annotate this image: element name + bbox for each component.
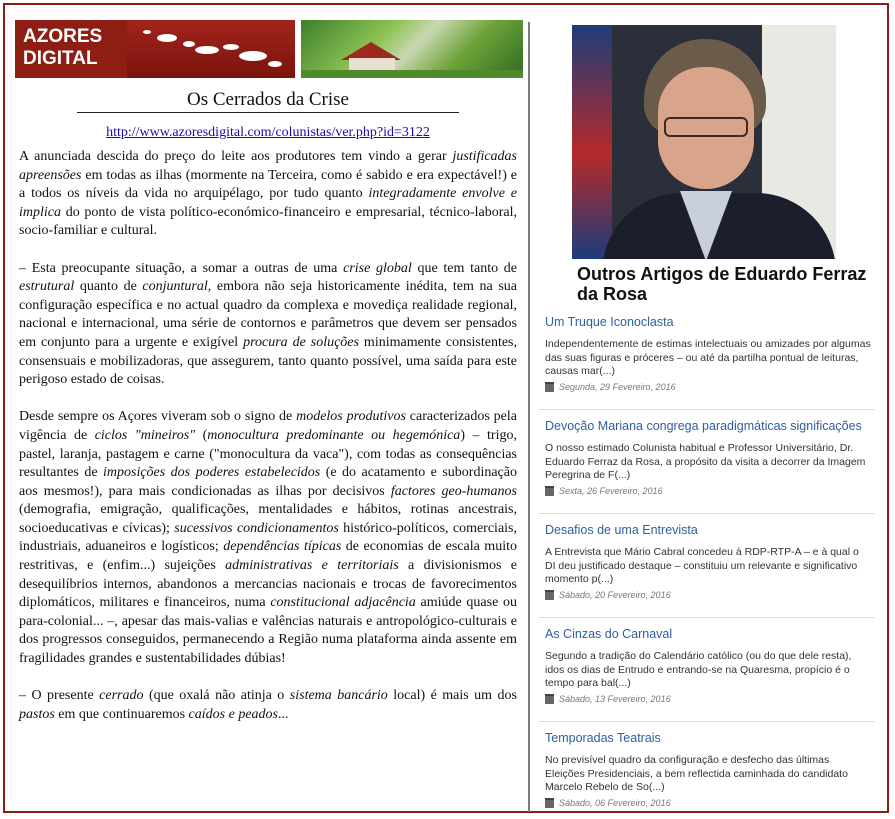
emphasis-text: sistema bancário — [289, 688, 388, 704]
paragraph-text: , embora não seja historicamente inédita, tem na sua configuração específica e no actual quadro da complexa e movediça realidade regional, nacional e internacional, uma série de contornos e parâmetros que devem ser pensados em conjunto para a urgente e exigível — [19, 279, 517, 350]
emphasis-text: imposições dos poderes estabelecidos — [103, 465, 321, 481]
related-article-item — [545, 627, 871, 704]
calendar-icon — [545, 590, 554, 600]
article-separator — [539, 409, 875, 410]
related-article-excerpt: Segundo a tradição do Calendário católico (ou do que dele resta), idos os dias de Entrudo e entrando-se na Quaresma, propício é o tempo para bal(...) — [545, 650, 852, 689]
paragraph-text: de economias de escala muito restritivas, e (enfim...) sujeições — [19, 539, 517, 574]
author-photo — [572, 25, 836, 259]
paragraph-text: em que continuaremos — [54, 706, 189, 722]
paragraph-text: local) é mais um dos — [387, 688, 517, 704]
calendar-icon — [545, 486, 554, 496]
emphasis-text: cerrado — [99, 688, 144, 704]
article-paragraph — [19, 687, 517, 724]
related-article-excerpt: No previsível quadro da configuração e desfecho das últimas Eleições Presidenciais, a bem reflectida caminhada do candidato Marcelo Rebelo de So(...) — [545, 754, 848, 793]
paragraph-text: a divisionismos e desequilíbrios internos, abandonos a mercancias nacionais e trocas de favorecimentos diplomáticos, militares e financeiros, numa — [19, 558, 517, 611]
article-separator — [539, 617, 875, 618]
paragraph-text: Desde sempre os Açores viveram sob o signo de — [19, 409, 297, 425]
related-article-title-link[interactable]: Temporadas Teatrais — [545, 731, 661, 745]
paragraph-text: – Esta preocupante situação, a somar a outras de uma — [19, 260, 344, 276]
emphasis-text: administrativas e territoriais — [225, 558, 399, 574]
logo-line-2: DIGITAL — [23, 48, 98, 69]
related-article-title-link[interactable]: Um Truque Iconoclasta — [545, 315, 674, 329]
related-article-date — [545, 798, 871, 808]
related-article-date — [545, 486, 871, 496]
site-banner — [15, 20, 523, 78]
related-article-date — [545, 590, 871, 600]
related-article-item — [545, 731, 871, 808]
landscape-photo — [301, 20, 523, 78]
paragraph-text: ( — [195, 427, 208, 443]
article-separator — [539, 513, 875, 514]
article-paragraph — [19, 148, 517, 241]
emphasis-text: sucessivos condicionamentos — [174, 520, 339, 536]
related-article-excerpt: O nosso estimado Colunista habitual e Professor Universitário, Dr. Eduardo Ferraz da Rosa, a propósito da visita a decorrer da Imagem Peregrina de F(...) — [545, 442, 866, 481]
emphasis-text: procura de soluções — [243, 334, 359, 350]
emphasis-text: constitucional adjacência — [270, 595, 416, 611]
paragraph-text: minimamente consistentes, consensuais e mobilizadoras, que assegurem, tanto quanto possível, uma saída para este perigoso estado de coisas. — [19, 334, 518, 388]
emphasis-text: pastos — [19, 706, 55, 722]
paragraph-text: – O presente — [19, 688, 100, 704]
logo-line-1: AZORES — [23, 26, 103, 47]
column-divider — [528, 22, 530, 812]
emphasis-text: crise global — [343, 260, 412, 276]
paragraph-text: ... — [277, 706, 289, 722]
azores-map-image — [127, 20, 295, 78]
emphasis-text: caídos e peados — [188, 706, 278, 722]
article-paragraph — [19, 408, 517, 668]
emphasis-text: dependências típicas — [223, 539, 342, 555]
article-column — [13, 15, 523, 810]
date-text: Sábado, 20 Fevereiro, 2016 — [559, 589, 671, 600]
calendar-icon — [545, 694, 554, 704]
article-paragraph — [19, 260, 517, 390]
related-article-excerpt: A Entrevista que Mário Cabral concedeu à RDP-RTP-A – e à qual o DI deu justificado destaque – constituiu um relevante e significativo momento p(...) — [545, 546, 859, 585]
date-text: Sábado, 13 Fevereiro, 2016 — [559, 693, 671, 704]
site-logo[interactable] — [15, 20, 127, 78]
paragraph-text: (demografia, emigração, qualificações, mentalidades e hábitos, rotinas ancestrais, socioeducativas e cívicas); — [19, 502, 517, 536]
related-article-title-link[interactable]: As Cinzas do Carnaval — [545, 627, 673, 641]
article-title: Os Cerrados da Crise — [187, 89, 349, 110]
emphasis-text: integradamente envolve e implica — [19, 186, 517, 220]
paragraph-text: (e do acatamento e subordinação aos mesmos!), para mais condicionadas as ilhas por decisivos — [19, 465, 517, 499]
sidebar — [539, 15, 883, 810]
paragraph-text: do ponto de vista político-económico-financeiro e empresarial, técnico-laboral, socio-familiar e cultural. — [19, 204, 517, 239]
paragraph-text: histórico-políticos, comerciais, industriais, aduaneiros e logísticos; — [19, 520, 517, 555]
emphasis-text: factores geo-humanos — [390, 483, 517, 499]
sidebar-heading: Outros Artigos de Eduardo Ferraz da Rosa — [577, 264, 867, 304]
emphasis-text: monocultura predominante ou hegemónica — [207, 427, 461, 443]
calendar-icon — [545, 382, 554, 392]
related-article-title-link[interactable]: Devoção Mariana congrega paradigmáticas significações — [545, 419, 862, 433]
paragraph-text: em todas as ilhas (mormente na Terceira, como é sabido e era expectável!) e a todos os níveis da vida no arquipélago, por tudo quanto — [19, 167, 517, 202]
emphasis-text: conjuntural — [142, 279, 208, 295]
paragraph-text: que tem tanto de — [411, 260, 517, 276]
related-article-item — [545, 523, 871, 600]
paragraph-text: amiúde quase ou para-colonial... –, apesar das mais-valias e valências naturais e antropológico-culturais e dos progressos conseguidos, permanecendo a Região numa plataforma ainda assente em fragilidades grandes e sustentabilidades dúbias! — [19, 595, 517, 667]
emphasis-text: modelos produtivos — [296, 409, 406, 425]
article-url-link[interactable]: http://www.azoresdigital.com/colunistas/ver.php?id=3122 — [106, 125, 430, 140]
article-separator — [539, 721, 875, 722]
related-article-title-link[interactable]: Desafios de uma Entrevista — [545, 523, 698, 537]
emphasis-text: ciclos "mineiros" — [94, 427, 196, 443]
calendar-icon — [545, 798, 554, 808]
related-article-item — [545, 419, 871, 496]
paragraph-text: (que oxalá não atinja o — [143, 688, 290, 704]
date-text: Sexta, 26 Fevereiro, 2016 — [559, 485, 663, 496]
paragraph-text: caracterizados pela vigência de — [19, 409, 517, 443]
title-divider — [77, 112, 459, 113]
paragraph-text: A anunciada descida do preço do leite aos produtores tem vindo a gerar — [19, 149, 453, 164]
date-text: Segunda, 29 Fevereiro, 2016 — [559, 381, 676, 392]
article-body — [19, 148, 517, 743]
emphasis-text: justificadas apreensões — [19, 149, 517, 183]
emphasis-text: estrutural — [19, 279, 75, 295]
related-article-date — [545, 382, 871, 392]
paragraph-text: quanto de — [74, 279, 143, 295]
related-article-excerpt: Independentemente de estimas intelectuais ou amizades por algumas das suas figuras e próceres – ou até da partilha pontual de leituras, causas mar(...) — [545, 338, 871, 377]
page-frame — [3, 3, 889, 813]
date-text: Sábado, 06 Fevereiro, 2016 — [559, 797, 671, 808]
related-article-item — [545, 315, 871, 392]
related-article-date — [545, 694, 871, 704]
paragraph-text: ) – trigo, pastel, laranja, pastagem e carne ("monocultura da vaca"), com todas as consequências resultantes de — [19, 427, 517, 481]
